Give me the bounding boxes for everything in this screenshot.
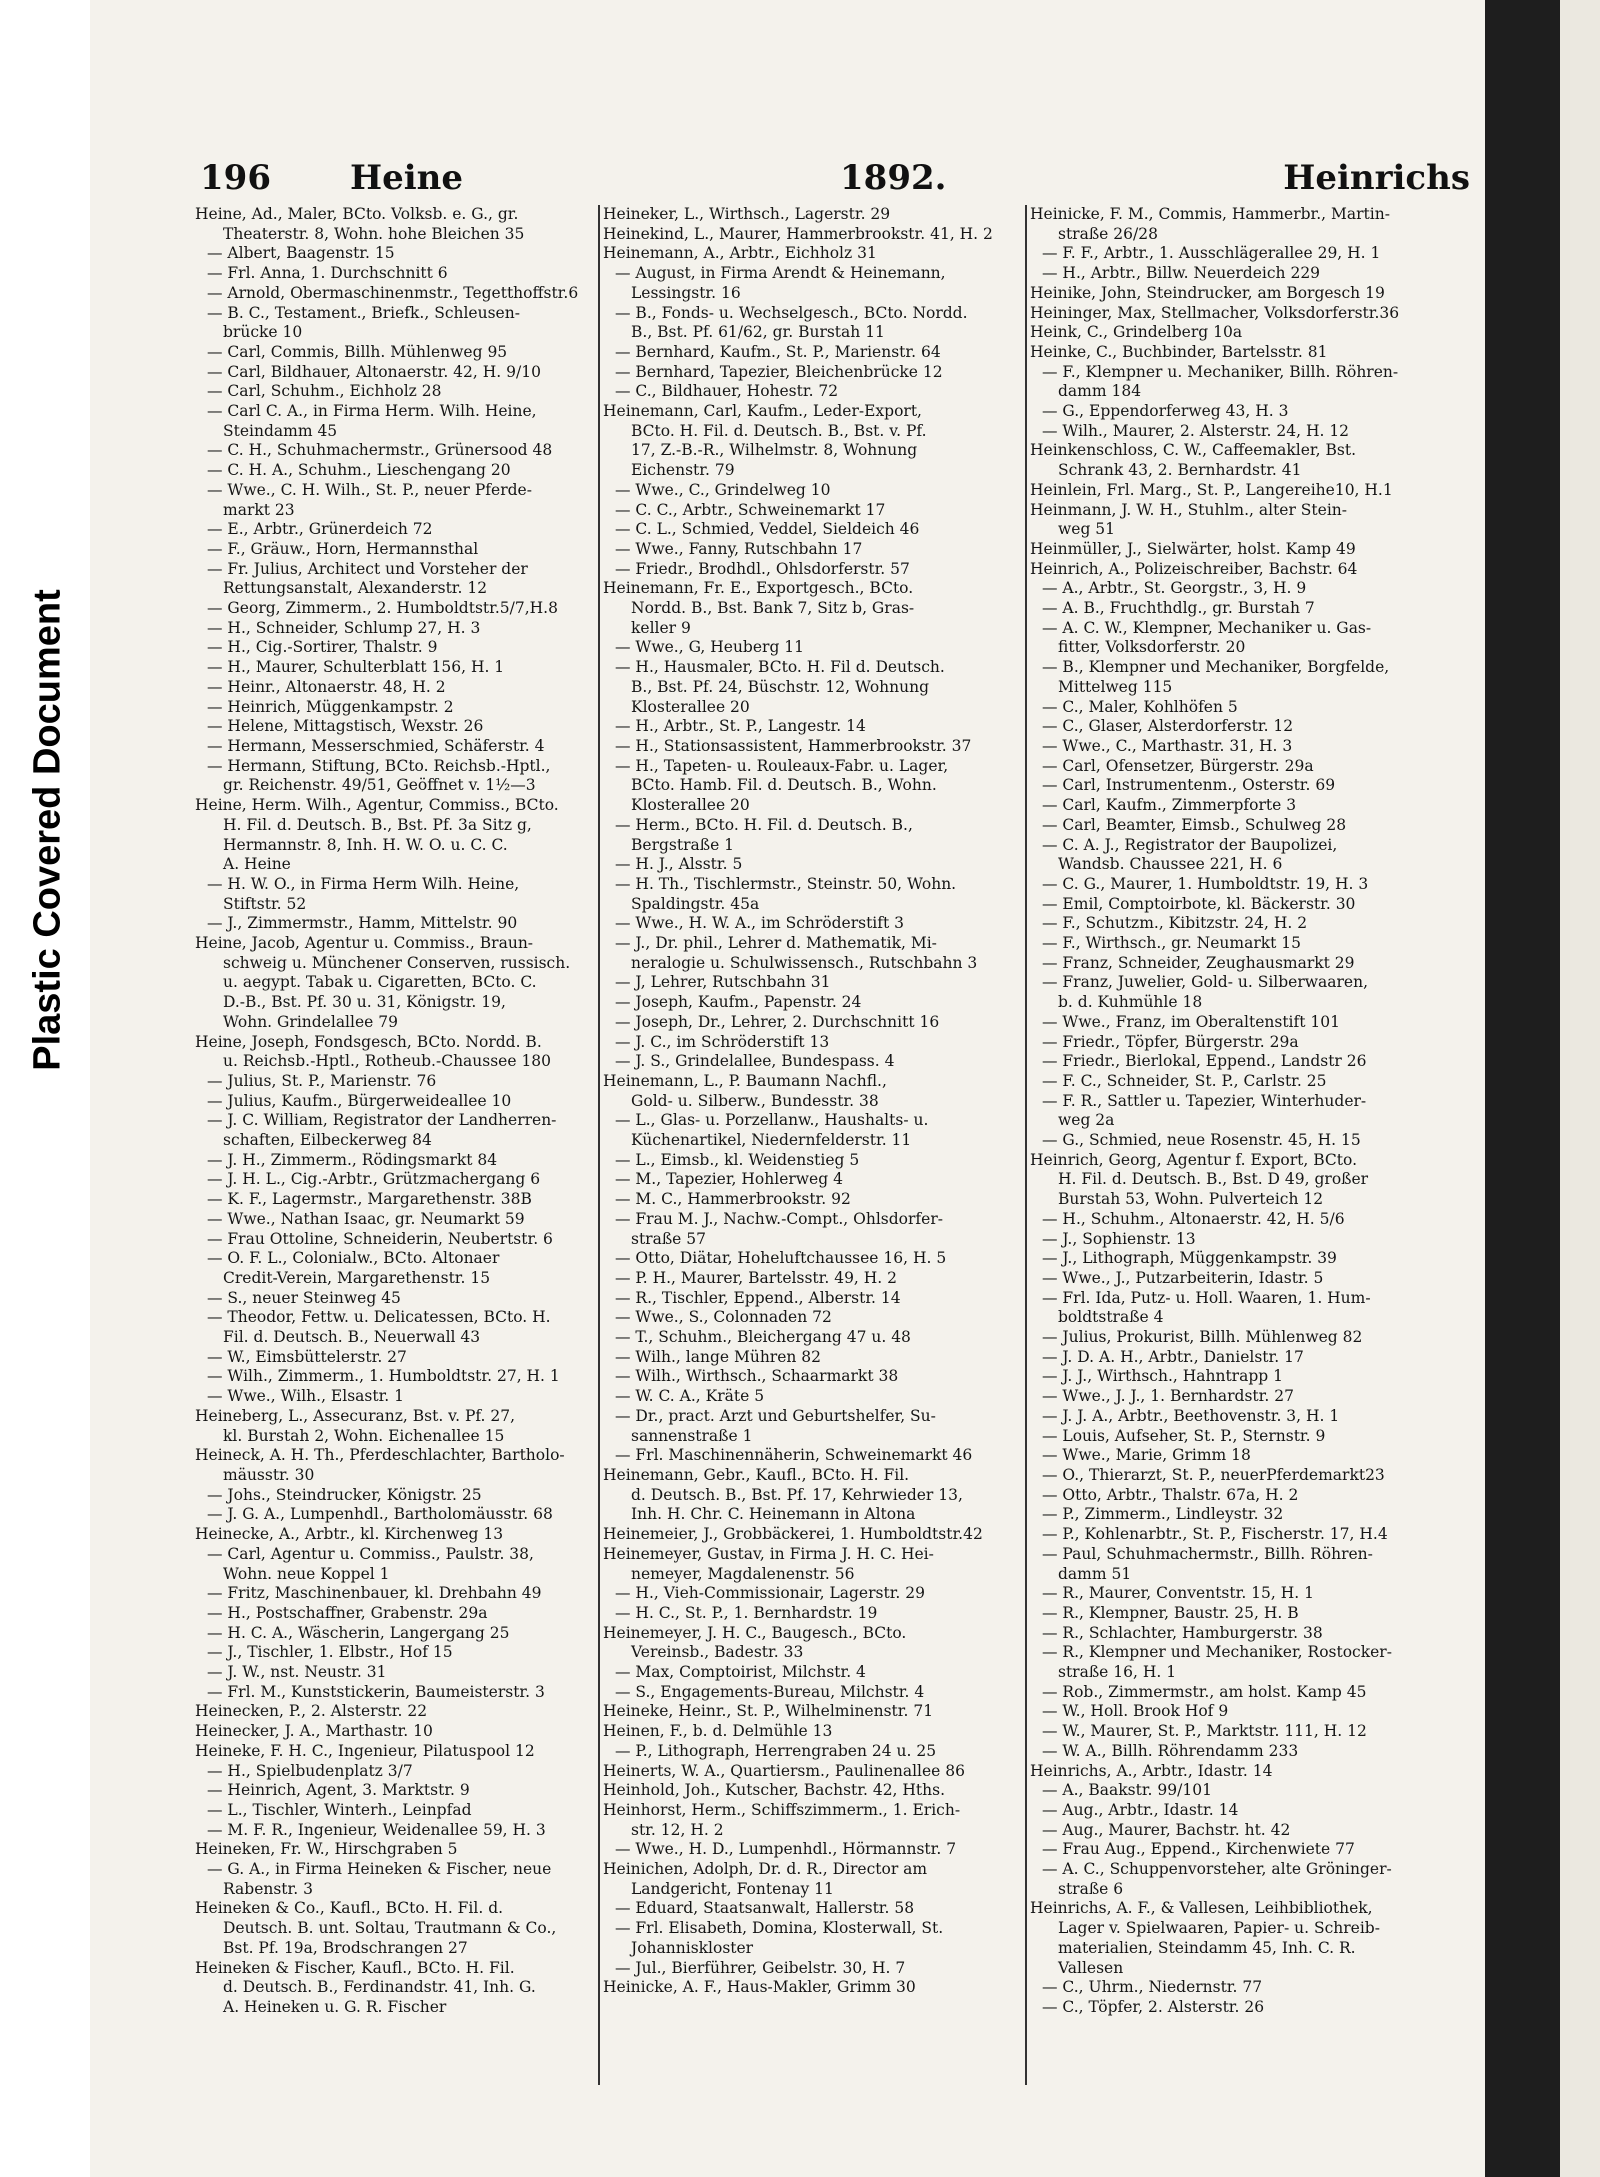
directory-entry-line: Heinike, John, Steindrucker, am Borgesch 19	[1030, 283, 1385, 302]
directory-entry-line: — Carl, Bildhauer, Altonaerstr. 42, H. 9/10	[207, 362, 541, 381]
directory-entry-line: — Franz, Juwelier, Gold- u. Silberwaaren,	[1042, 973, 1368, 992]
directory-entry-line: — J, Lehrer, Rutschbahn 31	[615, 973, 831, 992]
directory-entry-line: — C. H., Schuhmachermstr., Grünersood 48	[207, 441, 553, 460]
directory-entry-line: — F., Wirthsch., gr. Neumarkt 15	[1042, 934, 1302, 953]
directory-entry-line: — Aug., Maurer, Bachstr. ht. 42	[1042, 1820, 1291, 1839]
directory-entry-line: — Heinrich, Müggenkampstr. 2	[207, 697, 454, 716]
directory-entry-line: — Georg, Zimmerm., 2. Humboldtstr.5/7,H.8	[207, 599, 558, 618]
directory-entry-line: — Wwe., G, Heuberg 11	[615, 638, 805, 657]
side-label: Plastic Covered Document	[26, 589, 69, 1071]
directory-entry-line: — Paul, Schuhmachermstr., Billh. Röhren-	[1042, 1544, 1373, 1563]
directory-entry-line: H. Fil. d. Deutsch. B., Bst. Pf. 3a Sitz g,	[223, 815, 532, 834]
directory-entry-line: weg 2a	[1058, 1111, 1115, 1130]
directory-entry-line: — J. G. A., Lumpenhdl., Bartholomäusstr. 68	[207, 1505, 553, 1524]
directory-entry-line: — C., Töpfer, 2. Alsterstr. 26	[1042, 1997, 1265, 2016]
directory-entry-line: — Wwe., C., Marthastr. 31, H. 3	[1042, 736, 1293, 755]
directory-entry-line: Spaldingstr. 45a	[631, 894, 760, 913]
directory-entry-line: — L., Eimsb., kl. Weidenstieg 5	[615, 1150, 860, 1169]
directory-entry-line: Klosterallee 20	[631, 796, 750, 815]
directory-entry-line: Vereinsb., Badestr. 33	[631, 1643, 804, 1662]
directory-entry-line: — Friedr., Brodhdl., Ohlsdorferstr. 57	[615, 559, 910, 578]
directory-entry-line: — Bernhard, Kaufm., St. P., Marienstr. 64	[615, 342, 941, 361]
directory-entry-line: b. d. Kuhmühle 18	[1058, 993, 1203, 1012]
directory-entry-line: Heinemann, Fr. E., Exportgesch., BCto.	[603, 579, 914, 598]
directory-entry-line: — C. A. J., Registrator der Baupolizei,	[1042, 835, 1338, 854]
directory-entry-line: Heinrich, Georg, Agentur f. Export, BCto.	[1030, 1150, 1357, 1169]
directory-entry-line: Eichenstr. 79	[631, 461, 735, 480]
directory-entry-line: Heinen, F., b. d. Delmühle 13	[603, 1722, 833, 1741]
directory-entry-line: u. aegypt. Tabak u. Cigaretten, BCto. C.	[223, 973, 537, 992]
directory-entry-line: straße 57	[631, 1229, 707, 1248]
directory-entry-line: — M. F. R., Ingenieur, Weidenallee 59, H. 3	[207, 1820, 546, 1839]
next-page-edge	[1560, 0, 1600, 2177]
directory-entry-line: — Wwe., S., Colonnaden 72	[615, 1308, 832, 1327]
directory-entry-line: — Carl, Schuhm., Eichholz 28	[207, 382, 442, 401]
directory-entry-line: Inh. H. Chr. C. Heinemann in Altona	[631, 1505, 916, 1524]
directory-entry-line: — Wwe., J. J., 1. Bernhardstr. 27	[1042, 1387, 1294, 1406]
directory-entry-line: — W. C. A., Kräte 5	[615, 1387, 765, 1406]
directory-entry-line: Heinhorst, Herm., Schiffszimmerm., 1. Erich-	[603, 1800, 961, 1819]
directory-entry-line: — Arnold, Obermaschinenmstr., Tegetthoffstr.6	[207, 283, 579, 302]
directory-entry-line: — Wwe., H. D., Lumpenhdl., Hörmannstr. 7	[615, 1840, 957, 1859]
directory-entry-line: — F. F., Arbtr., 1. Ausschlägerallee 29, H. 1	[1042, 244, 1381, 263]
directory-entry-line: BCto. Hamb. Fil. d. Deutsch. B., Wohn.	[631, 776, 937, 795]
directory-entry-line: — Helene, Mittagstisch, Wexstr. 26	[207, 717, 484, 736]
directory-entry-line: — A., Baakstr. 99/101	[1042, 1781, 1212, 1800]
directory-entry-line: A. Heineken u. G. R. Fischer	[223, 1997, 447, 2016]
directory-entry-line: Heinmann, J. W. H., Stuhlm., alter Stein-	[1030, 500, 1348, 519]
directory-entry-line: straße 6	[1058, 1879, 1124, 1898]
directory-entry-line: B., Bst. Pf. 24, Büschstr. 12, Wohnung	[631, 677, 930, 696]
directory-entry-line: Klosterallee 20	[631, 697, 750, 716]
directory-entry-line: Theaterstr. 8, Wohn. hohe Bleichen 35	[223, 224, 525, 243]
directory-entry-line: Heinecken, P., 2. Alsterstr. 22	[195, 1702, 428, 1721]
directory-entry-line: — C., Bildhauer, Hohestr. 72	[615, 382, 839, 401]
directory-entry-line: — C. L., Schmied, Veddel, Sieldeich 46	[615, 520, 920, 539]
directory-entry-line: — W. A., Billh. Röhrendamm 233	[1042, 1741, 1299, 1760]
directory-entry-line: brücke 10	[223, 323, 303, 342]
directory-entry-line: materialien, Steindamm 45, Inh. C. R.	[1058, 1938, 1356, 1957]
directory-entry-line: — Frau M. J., Nachw.-Compt., Ohlsdorfer-	[615, 1209, 943, 1228]
directory-entry-line: — L., Tischler, Winterh., Leinpfad	[207, 1800, 472, 1819]
directory-entry-line: — C. C., Arbtr., Schweinemarkt 17	[615, 500, 886, 519]
directory-entry-line: — August, in Firma Arendt & Heinemann,	[615, 264, 946, 283]
page-year: 1892.	[840, 158, 947, 198]
directory-entry-line: — J., Zimmermstr., Hamm, Mittelstr. 90	[207, 914, 518, 933]
directory-entry-line: Heine, Joseph, Fondsgesch, BCto. Nordd. B.	[195, 1032, 542, 1051]
directory-entry-line: — G., Schmied, neue Rosenstr. 45, H. 15	[1042, 1131, 1361, 1150]
directory-entry-line: — Carl, Instrumentenm., Osterstr. 69	[1042, 776, 1336, 795]
directory-entry-line: Bst. Pf. 19a, Brodschrangen 27	[223, 1938, 468, 1957]
directory-entry-line: — R., Klempner und Mechaniker, Rostocker-	[1042, 1643, 1392, 1662]
directory-entry-line: schaften, Eilbeckerweg 84	[223, 1131, 432, 1150]
directory-entry-line: Heine, Jacob, Agentur u. Commiss., Braun-	[195, 934, 534, 953]
directory-entry-line: 17, Z.-B.-R., Wilhelmstr. 8, Wohnung	[631, 441, 918, 460]
directory-entry-line: — Dr., pract. Arzt und Geburtshelfer, Su-	[615, 1406, 936, 1425]
directory-entry-line: — Wwe., H. W. A., im Schröderstift 3	[615, 914, 905, 933]
directory-entry-line: — Frl. Maschinennäherin, Schweinemarkt 46	[615, 1446, 973, 1465]
directory-entry-line: — Carl, Commis, Billh. Mühlenweg 95	[207, 342, 508, 361]
directory-entry-line: — H. C., St. P., 1. Bernhardstr. 19	[615, 1603, 878, 1622]
directory-entry-line: — W., Holl. Brook Hof 9	[1042, 1702, 1229, 1721]
directory-entry-line: — Wwe., C. H. Wilh., St. P., neuer Pferde-	[207, 480, 532, 499]
directory-entry-line: Heinerts, W. A., Quartiersm., Paulinenallee 86	[603, 1761, 966, 1780]
directory-entry-line: gr. Reichenstr. 49/51, Geöffnet v. 1½—3	[223, 776, 536, 795]
directory-entry-line: — H., Postschaffner, Grabenstr. 29a	[207, 1603, 488, 1622]
directory-entry-line: — J., Tischler, 1. Elbstr., Hof 15	[207, 1643, 453, 1662]
directory-entry-line: Heine, Herm. Wilh., Agentur, Commiss., BCto.	[195, 796, 559, 815]
directory-entry-line: — Frau Aug., Eppend., Kirchenwiete 77	[1042, 1840, 1355, 1859]
directory-entry-line: — S., Engagements-Bureau, Milchstr. 4	[615, 1682, 925, 1701]
directory-entry-line: Heinecke, A., Arbtr., kl. Kirchenweg 13	[195, 1525, 504, 1544]
directory-entry-line: — O. F. L., Colonialw., BCto. Altonaer	[207, 1249, 500, 1268]
directory-entry-line: — F., Schutzm., Kibitzstr. 24, H. 2	[1042, 914, 1308, 933]
directory-entry-line: Heinrichs, A. F., & Vallesen, Leihbibliothek,	[1030, 1899, 1373, 1918]
directory-entry-line: — Hermann, Stiftung, BCto. Reichsb.-Hptl.,	[207, 756, 551, 775]
directory-entry-line: — H., Hausmaler, BCto. H. Fil d. Deutsch.	[615, 658, 945, 677]
directory-entry-line: — C., Glaser, Alsterdorferstr. 12	[1042, 717, 1294, 736]
directory-entry-line: — J., Sophienstr. 13	[1042, 1229, 1196, 1248]
directory-entry-line: mäusstr. 30	[223, 1466, 315, 1484]
directory-entry-line: — Wilh., Zimmerm., 1. Humboldtstr. 27, H. 1	[207, 1367, 560, 1386]
directory-entry-line: Heineke, Heinr., St. P., Wilhelminenstr. 71	[603, 1702, 934, 1721]
directory-entry-line: — Albert, Baagenstr. 15	[207, 244, 395, 263]
directory-entry-line: — O., Thierarzt, St. P., neuerPferdemarkt23	[1042, 1466, 1385, 1484]
directory-entry-line: Lessingstr. 16	[631, 283, 741, 302]
directory-entry-line: — Carl, Kaufm., Zimmerpforte 3	[1042, 796, 1297, 815]
directory-entry-line: — W., Eimsbüttelerstr. 27	[207, 1347, 407, 1366]
directory-entry-line: Lager v. Spielwaaren, Papier- u. Schreib-	[1058, 1919, 1380, 1938]
directory-entry-line: — M. C., Hammerbrookstr. 92	[615, 1190, 851, 1209]
directory-entry-line: — Jul., Bierführer, Geibelstr. 30, H. 7	[615, 1958, 906, 1977]
directory-entry-line: Küchenartikel, Niedernfelderstr. 11	[631, 1131, 912, 1150]
directory-entry-line: — Friedr., Töpfer, Bürgerstr. 29a	[1042, 1032, 1299, 1051]
directory-entry-line: Heink, C., Grindelberg 10a	[1030, 323, 1243, 342]
directory-entry-line: H. Fil. d. Deutsch. B., Bst. D 49, großer	[1058, 1170, 1369, 1189]
directory-entry-line: — Carl C. A., in Firma Herm. Wilh. Heine,	[207, 402, 537, 421]
side-strip	[0, 0, 90, 2177]
directory-entry-line: — Wwe., Wilh., Elsastr. 1	[207, 1387, 404, 1406]
directory-entry-line: — F. C., Schneider, St. P., Carlstr. 25	[1042, 1071, 1327, 1090]
directory-entry-line: nemeyer, Magdalenenstr. 56	[631, 1564, 855, 1583]
directory-entry-line: Stiftstr. 52	[223, 894, 307, 913]
directory-entry-line: Schrank 43, 2. Bernhardstr. 41	[1058, 461, 1302, 480]
directory-entry-line: — B., Fonds- u. Wechselgesch., BCto. Nordd.	[615, 303, 968, 322]
directory-entry-line: — Eduard, Staatsanwalt, Hallerstr. 58	[615, 1899, 915, 1918]
directory-entry-line: Johanniskloster	[631, 1938, 754, 1957]
directory-entry-line: Heineberg, L., Assecuranz, Bst. v. Pf. 27,	[195, 1406, 516, 1425]
directory-entry-line: Heineken & Co., Kaufl., BCto. H. Fil. d.	[195, 1899, 504, 1918]
column-divider	[1025, 205, 1027, 2085]
directory-entry-line: — J. S., Grindelallee, Bundespass. 4	[615, 1052, 895, 1071]
directory-entry-line: Heininger, Max, Stellmacher, Volksdorferstr.36	[1030, 303, 1400, 322]
directory-entry-line: keller 9	[631, 618, 691, 637]
directory-entry-line: — Frl. M., Kunststickerin, Baumeisterstr. 3	[207, 1682, 545, 1701]
directory-entry-line: — E., Arbtr., Grünerdeich 72	[207, 520, 433, 539]
directory-entry-line: — H., Schneider, Schlump 27, H. 3	[207, 618, 481, 637]
directory-entry-line: — Franz, Schneider, Zeughausmarkt 29	[1042, 953, 1355, 972]
directory-entry-line: — Wwe., C., Grindelweg 10	[615, 480, 831, 499]
directory-entry-line: Heinrich, A., Polizeischreiber, Bachstr. 64	[1030, 559, 1358, 578]
directory-entry-line: Heineken & Fischer, Kaufl., BCto. H. Fil.	[195, 1958, 515, 1977]
directory-entry-line: — J. C., im Schröderstift 13	[615, 1032, 830, 1051]
directory-entry-line: — Theodor, Fettw. u. Delicatessen, BCto. H.	[207, 1308, 551, 1327]
directory-entry-line: Heinemeier, J., Grobbäckerei, 1. Humboldtstr.42	[603, 1525, 983, 1544]
directory-entry-line: — Wwe., J., Putzarbeiterin, Idastr. 5	[1042, 1268, 1324, 1287]
directory-entry-line: — J., Dr. phil., Lehrer d. Mathematik, Mi-	[615, 934, 937, 953]
directory-entry-line: Heinemeyer, Gustav, in Firma J. H. C. Hei-	[603, 1544, 934, 1563]
directory-entry-line: — Bernhard, Tapezier, Bleichenbrücke 12	[615, 362, 943, 381]
directory-entry-line: Credit-Verein, Margarethenstr. 15	[223, 1268, 491, 1287]
directory-entry-line: Fil. d. Deutsch. B., Neuerwall 43	[223, 1328, 481, 1347]
directory-entry-line: — S., neuer Steinweg 45	[207, 1288, 401, 1307]
directory-entry-line: neralogie u. Schulwissensch., Rutschbahn 3	[631, 953, 978, 972]
directory-entry-line: Wohn. neue Koppel 1	[223, 1564, 390, 1583]
directory-entry-line: Heinemann, Gebr., Kaufl., BCto. H. Fil.	[603, 1466, 910, 1484]
directory-entry-line: — Frau Ottoline, Schneiderin, Neubertstr. 6	[207, 1229, 553, 1248]
directory-entry-line: — H., Spielbudenplatz 3/7	[207, 1761, 413, 1780]
directory-entry-line: — J. W., nst. Neustr. 31	[207, 1663, 387, 1682]
page-number: 196	[200, 158, 271, 198]
directory-entry-line: — M., Tapezier, Hohlerweg 4	[615, 1170, 843, 1189]
directory-entry-line: — Carl, Beamter, Eimsb., Schulweg 28	[1042, 815, 1347, 834]
directory-entry-line: Deutsch. B. unt. Soltau, Trautmann & Co.,	[223, 1919, 557, 1938]
directory-entry-line: B., Bst. Pf. 61/62, gr. Burstah 11	[631, 323, 885, 342]
directory-entry-line: — R., Maurer, Conventstr. 15, H. 1	[1042, 1584, 1314, 1603]
directory-entry-line: str. 12, H. 2	[631, 1820, 724, 1839]
directory-entry-line: Heineker, L., Wirthsch., Lagerstr. 29	[603, 205, 891, 223]
directory-entry-line: damm 51	[1058, 1564, 1132, 1583]
directory-entry-line: — H., Tapeten- u. Rouleaux-Fabr. u. Lager,	[615, 756, 949, 775]
directory-entry-line: — J., Lithograph, Müggenkampstr. 39	[1042, 1249, 1337, 1268]
directory-entry-line: — T., Schuhm., Bleichergang 47 u. 48	[615, 1328, 911, 1347]
directory-entry-line: Gold- u. Silberw., Bundesstr. 38	[631, 1091, 879, 1110]
directory-entry-line: — H., Vieh-Commissionair, Lagerstr. 29	[615, 1584, 925, 1603]
directory-entry-line: — Carl, Agentur u. Commiss., Paulstr. 38,	[207, 1544, 534, 1563]
directory-entry-line: — R., Tischler, Eppend., Alberstr. 14	[615, 1288, 901, 1307]
directory-entry-line: — H. Th., Tischlermstr., Steinstr. 50, Wohn.	[615, 874, 957, 893]
directory-entry-line: u. Reichsb.-Hptl., Rotheub.-Chaussee 180	[223, 1052, 552, 1071]
directory-entry-line: — H. W. O., in Firma Herm Wilh. Heine,	[207, 874, 520, 893]
directory-entry-line: Landgericht, Fontenay 11	[631, 1879, 834, 1898]
directory-entry-line: boldtstraße 4	[1058, 1308, 1164, 1327]
directory-entry-line: — Emil, Comptoirbote, kl. Bäckerstr. 30	[1042, 894, 1356, 913]
directory-entry-line: Mittelweg 115	[1058, 677, 1173, 696]
directory-entry-line: — Hermann, Messerschmied, Schäferstr. 4	[207, 736, 545, 755]
directory-entry-line: — H., Arbtr., St. P., Langestr. 14	[615, 717, 866, 736]
directory-entry-line: — H., Arbtr., Billw. Neuerdeich 229	[1042, 264, 1321, 283]
directory-entry-line: — Max, Comptoirist, Milchstr. 4	[615, 1663, 866, 1682]
directory-entry-line: Heinemeyer, J. H. C., Baugesch., BCto.	[603, 1623, 907, 1642]
directory-entry-line: Heinicke, F. M., Commis, Hammerbr., Martin-	[1030, 205, 1390, 223]
directory-entry-line: Wandsb. Chaussee 221, H. 6	[1058, 855, 1283, 874]
directory-entry-line: — H., Stationsassistent, Hammerbrookstr. 37	[615, 736, 972, 755]
page-header	[200, 158, 1470, 208]
directory-entry-line: — Frl. Anna, 1. Durchschnitt 6	[207, 264, 448, 283]
directory-entry-line: — J. J. A., Arbtr., Beethovenstr. 3, H. 1	[1042, 1406, 1340, 1425]
directory-entry-line: — Fritz, Maschinenbauer, kl. Drehbahn 49	[207, 1584, 542, 1603]
directory-entry-line: — Frl. Elisabeth, Domina, Klosterwall, St.	[615, 1919, 944, 1938]
directory-entry-line: kl. Burstah 2, Wohn. Eichenallee 15	[223, 1426, 505, 1445]
directory-entry-line: Heinkenschloss, C. W., Caffeemakler, Bst.	[1030, 441, 1356, 460]
directory-entry-line: — J. D. A. H., Arbtr., Danielstr. 17	[1042, 1347, 1304, 1366]
directory-entry-line: — Joseph, Kaufm., Papenstr. 24	[615, 993, 862, 1012]
directory-entry-line: — P., Lithograph, Herrengraben 24 u. 25	[615, 1741, 937, 1760]
directory-entry-line: — H., Cig.-Sortirer, Thalstr. 9	[207, 638, 438, 657]
directory-entry-line: Heineck, A. H. Th., Pferdeschlachter, Bartholo-	[195, 1446, 565, 1465]
directory-entry-line: — J. H. L., Cig.-Arbtr., Grützmachergang 6	[207, 1170, 541, 1189]
directory-entry-line: — G. A., in Firma Heineken & Fischer, neue	[207, 1860, 552, 1879]
column-divider	[598, 205, 600, 2085]
directory-entry-line: — A., Arbtr., St. Georgstr., 3, H. 9	[1042, 579, 1307, 598]
directory-entry-line: — C. G., Maurer, 1. Humboldtstr. 19, H. 3	[1042, 874, 1369, 893]
directory-entry-line: — K. F., Lagermstr., Margarethenstr. 38B	[207, 1190, 532, 1209]
directory-entry-line: — J. H., Zimmerm., Rödingsmarkt 84	[207, 1150, 498, 1169]
directory-entry-line: Heinemann, L., P. Baumann Nachfl.,	[603, 1071, 887, 1090]
directory-entry-line: Heinekind, L., Maurer, Hammerbrookstr. 41, H. 2	[603, 224, 993, 243]
directory-entry-line: D.-B., Bst. Pf. 30 u. 31, Königstr. 19,	[223, 993, 506, 1012]
directory-entry-line: — Julius, Kaufm., Bürgerweideallee 10	[207, 1091, 512, 1110]
directory-entry-line: — Wwe., Franz, im Oberaltenstift 101	[1042, 1012, 1340, 1031]
directory-entry-line: Hermannstr. 8, Inh. H. W. O. u. C. C.	[223, 835, 508, 854]
directory-entry-line: — Otto, Arbtr., Thalstr. 67a, H. 2	[1042, 1485, 1299, 1504]
directory-entry-line: A. Heine	[223, 855, 291, 874]
directory-entry-line: Heinke, C., Buchbinder, Bartelsstr. 81	[1030, 342, 1328, 361]
directory-entry-line: — W., Maurer, St. P., Marktstr. 111, H. 12	[1042, 1722, 1367, 1741]
directory-entry-line: — F., Gräuw., Horn, Hermannsthal	[207, 539, 479, 558]
directory-entry-line: Vallesen	[1058, 1958, 1124, 1977]
directory-entry-line: straße 16, H. 1	[1058, 1663, 1177, 1682]
directory-entry-line: Heinecker, J. A., Marthastr. 10	[195, 1722, 433, 1741]
directory-entry-line: — Aug., Arbtr., Idastr. 14	[1042, 1800, 1239, 1819]
directory-entry-line: Rettungsanstalt, Alexanderstr. 12	[223, 579, 488, 598]
directory-entry-line: Steindamm 45	[223, 421, 338, 440]
directory-entry-line: Nordd. B., Bst. Bank 7, Sitz b, Gras-	[631, 599, 915, 618]
directory-entry-line: Bergstraße 1	[631, 835, 735, 854]
directory-entry-line: — C., Maler, Kohlhöfen 5	[1042, 697, 1238, 716]
directory-entry-line: — H. J., Alsstr. 5	[615, 855, 743, 874]
directory-entry-line: — Joseph, Dr., Lehrer, 2. Durchschnitt 16	[615, 1012, 940, 1031]
directory-entry-line: Heinemann, Carl, Kaufm., Leder-Export,	[603, 402, 922, 421]
directory-entry-line: — H., Maurer, Schulterblatt 156, H. 1	[207, 658, 505, 677]
directory-entry-line: sannenstraße 1	[631, 1426, 753, 1445]
directory-entry-line: — Heinrich, Agent, 3. Marktstr. 9	[207, 1781, 470, 1800]
directory-entry-line: — Julius, St. P., Marienstr. 76	[207, 1071, 437, 1090]
directory-entry-line: Heine, Ad., Maler, BCto. Volksb. e. G., gr.	[195, 205, 519, 223]
directory-entry-line: — P., Kohlenarbtr., St. P., Fischerstr. 17, H.4	[1042, 1525, 1388, 1544]
directory-entry-line: d. Deutsch. B., Bst. Pf. 17, Kehrwieder 13,	[631, 1485, 963, 1504]
directory-entry-line: Burstah 53, Wohn. Pulverteich 12	[1058, 1190, 1324, 1209]
directory-entry-line: — C., Uhrm., Niedernstr. 77	[1042, 1978, 1263, 1997]
directory-entry-line: — A. B., Fruchthdlg., gr. Burstah 7	[1042, 599, 1315, 618]
column-right	[1030, 205, 1450, 2018]
directory-entry-line: — Rob., Zimmermstr., am holst. Kamp 45	[1042, 1682, 1367, 1701]
directory-entry-line: — Frl. Ida, Putz- u. Holl. Waaren, 1. Hum-	[1042, 1288, 1371, 1307]
directory-entry-line: Heinemann, A., Arbtr., Eichholz 31	[603, 244, 877, 263]
directory-entry-line: — Wwe., Nathan Isaac, gr. Neumarkt 59	[207, 1209, 525, 1228]
directory-entry-line: schweig u. Münchener Conserven, russisch.	[223, 953, 571, 972]
directory-entry-line: Heinmüller, J., Sielwärter, holst. Kamp 49	[1030, 539, 1356, 558]
directory-entry-line: — J. C. William, Registrator der Landherren-	[207, 1111, 557, 1130]
directory-entry-line: — Carl, Ofensetzer, Bürgerstr. 29a	[1042, 756, 1314, 775]
column-left	[195, 205, 615, 2018]
directory-entry-line: — Louis, Aufseher, St. P., Sternstr. 9	[1042, 1426, 1326, 1445]
directory-entry-line: — Wilh., lange Mühren 82	[615, 1347, 822, 1366]
directory-entry-line: weg 51	[1058, 520, 1116, 539]
directory-entry-line: d. Deutsch. B., Ferdinandstr. 41, Inh. G.	[223, 1978, 536, 1997]
directory-entry-line: Heinichen, Adolph, Dr. d. R., Director am	[603, 1860, 928, 1879]
directory-entry-line: — L., Glas- u. Porzellanw., Haushalts- u.	[615, 1111, 929, 1130]
directory-entry-line: — A. C. W., Klempner, Mechaniker u. Gas-	[1042, 618, 1372, 637]
right-running-head: Heinrichs	[1283, 158, 1470, 198]
directory-entry-line: — Wwe., Fanny, Rutschbahn 17	[615, 539, 863, 558]
directory-entry-line: Heinhold, Joh., Kutscher, Bachstr. 42, Hths.	[603, 1781, 946, 1800]
directory-entry-line: straße 26/28	[1058, 224, 1158, 243]
directory-entry-line: — P. H., Maurer, Bartelsstr. 49, H. 2	[615, 1268, 898, 1287]
directory-entry-line: Heineke, F. H. C., Ingenieur, Pilatuspool 12	[195, 1741, 535, 1760]
directory-entry-line: — Herm., BCto. H. Fil. d. Deutsch. B.,	[615, 815, 913, 834]
directory-entry-line: fitter, Volksdorferstr. 20	[1058, 638, 1246, 657]
directory-entry-line: — Friedr., Bierlokal, Eppend., Landstr 26	[1042, 1052, 1367, 1071]
directory-entry-line: — Otto, Diätar, Hoheluftchaussee 16, H. 5	[615, 1249, 947, 1268]
directory-entry-line: damm 184	[1058, 382, 1142, 401]
directory-entry-line: BCto. H. Fil. d. Deutsch. B., Bst. v. Pf.	[631, 421, 927, 440]
directory-entry-line: — Wwe., Marie, Grimm 18	[1042, 1446, 1251, 1465]
directory-entry-line: — P., Zimmerm., Lindleystr. 32	[1042, 1505, 1284, 1524]
directory-entry-line: — H. C. A., Wäscherin, Langergang 25	[207, 1623, 510, 1642]
directory-entry-line: — Johs., Steindrucker, Königstr. 25	[207, 1485, 482, 1504]
directory-entry-line: — R., Schlachter, Hamburgerstr. 38	[1042, 1623, 1323, 1642]
directory-entry-line: Heinicke, A. F., Haus-Makler, Grimm 30	[603, 1978, 916, 1997]
directory-entry-line: Heinrichs, A., Arbtr., Idastr. 14	[1030, 1761, 1273, 1780]
directory-entry-line: — Wilh., Maurer, 2. Alsterstr. 24, H. 12	[1042, 421, 1350, 440]
directory-entry-line: Heineken, Fr. W., Hirschgraben 5	[195, 1840, 458, 1859]
directory-entry-line: — A. C., Schuppenvorsteher, alte Gröninger-	[1042, 1860, 1392, 1879]
directory-entry-line: — R., Klempner, Baustr. 25, H. B	[1042, 1603, 1299, 1622]
directory-entry-line: — H., Schuhm., Altonaerstr. 42, H. 5/6	[1042, 1209, 1345, 1228]
column-middle	[603, 205, 1023, 1998]
left-running-head: Heine	[350, 158, 464, 198]
directory-entry-line: — C. H. A., Schuhm., Lieschengang 20	[207, 461, 511, 480]
directory-entry-line: — J. J., Wirthsch., Hahntrapp 1	[1042, 1367, 1283, 1386]
directory-entry-line: Heinlein, Frl. Marg., St. P., Langereihe10, H.1	[1030, 480, 1393, 499]
directory-entry-line: Rabenstr. 3	[223, 1879, 313, 1898]
directory-entry-line: markt 23	[223, 500, 295, 519]
directory-entry-line: — Heinr., Altonaerstr. 48, H. 2	[207, 677, 446, 696]
directory-entry-line: — F., Klempner u. Mechaniker, Billh. Röhren-	[1042, 362, 1399, 381]
directory-entry-line: — B., Klempner und Mechaniker, Borgfelde,	[1042, 658, 1390, 677]
directory-entry-line: — F. R., Sattler u. Tapezier, Winterhuder-	[1042, 1091, 1367, 1110]
directory-entry-line: Wohn. Grindelallee 79	[223, 1012, 398, 1031]
directory-entry-line: — G., Eppendorferweg 43, H. 3	[1042, 402, 1289, 421]
directory-entry-line: — B. C., Testament., Briefk., Schleusen-	[207, 303, 520, 322]
directory-entry-line: — Julius, Prokurist, Billh. Mühlenweg 82	[1042, 1328, 1363, 1347]
directory-entry-line: — Wilh., Wirthsch., Schaarmarkt 38	[615, 1367, 899, 1386]
directory-entry-line: — Fr. Julius, Architect und Vorsteher der	[207, 559, 528, 578]
